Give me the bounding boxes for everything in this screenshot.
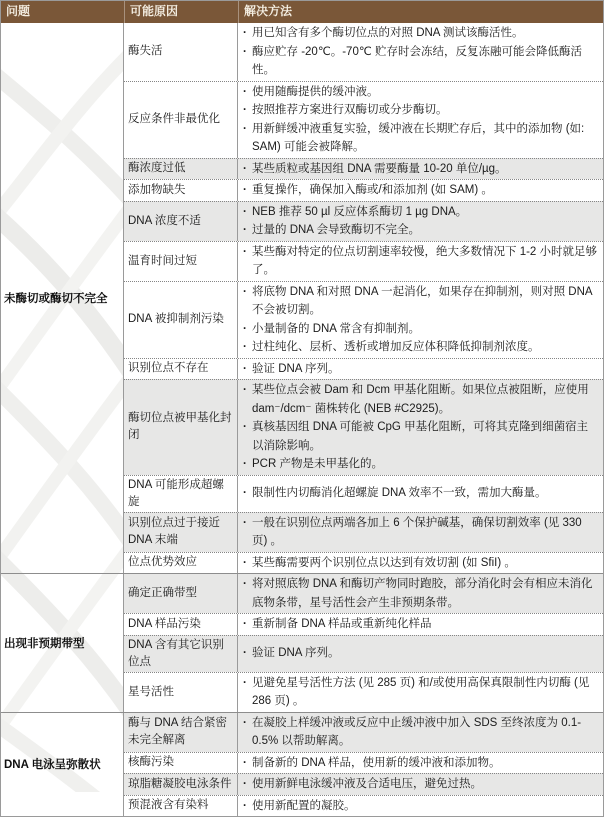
bullet-icon: ·: [243, 516, 247, 529]
cause-solution-rows: [124, 23, 603, 573]
cause-cell: 酶浓度过低: [124, 159, 238, 180]
solution-cell: [238, 476, 603, 512]
cause-cell: 识别位点不存在: [124, 359, 238, 380]
table-row: [124, 512, 603, 552]
bullet-icon: ·: [243, 162, 247, 175]
bullet-icon: ·: [243, 578, 247, 590]
table-row: [124, 574, 603, 613]
problem-cell: 未酶切或酶切不完全: [1, 23, 124, 573]
solution-text: 使用随酶提供的缓冲液。: [252, 85, 379, 98]
solution-cell: [238, 359, 603, 380]
problem-cell: 出现非预期带型: [1, 574, 124, 712]
bullet-icon: ·: [243, 27, 247, 39]
header-solution: 解决方法: [238, 1, 603, 23]
solution-text: 小量制备的 DNA 常含有抑制剂。: [252, 322, 421, 335]
solution-item: [243, 221, 599, 240]
solution-text: 将底物 DNA 和对照 DNA 一起消化，如果存在抑制剂，则对照 DNA 不会被切割。: [252, 285, 592, 316]
solution-cell: [238, 614, 603, 635]
solution-text: 限制性内切酶消化超螺旋 DNA 效率不一致，需加大酶量。: [252, 487, 547, 500]
solution-item: [243, 181, 599, 200]
solution-item: [243, 283, 599, 320]
solution-item: [243, 203, 599, 222]
solution-text: 重复操作，确保加入酶或/和添加剂 (如 SAM) 。: [252, 184, 493, 196]
bullet-icon: ·: [243, 556, 247, 569]
solution-text: 按照推荐方案进行双酶切或分步酶切。: [252, 104, 448, 116]
solution-cell: [238, 753, 603, 774]
solution-cell: [238, 82, 603, 158]
solution-text: 使用新鲜电泳缓冲液及合适电压，避免过热。: [252, 778, 482, 790]
bullet-icon: ·: [243, 618, 247, 630]
solution-item: [243, 418, 599, 455]
bullet-icon: ·: [243, 205, 247, 218]
solution-item: [243, 554, 599, 573]
cause-cell: 反应条件非最优化: [124, 82, 238, 158]
solution-text: 见避免星号活性方法 (见 285 页) 和/或使用高保真限制性内切酶 (见 286 页) 。: [252, 676, 590, 707]
header-problem: 问题: [6, 4, 31, 18]
problem-section: [1, 23, 603, 573]
solution-item: [243, 24, 599, 43]
solution-text: 用新鲜缓冲液重复实验，缓冲液在长期贮存后，其中的添加物 (如: SAM) 可能会被降解。: [252, 122, 585, 153]
solution-item: [243, 360, 599, 379]
table-row: [124, 179, 603, 201]
cause-cell: 预混液含有染料: [124, 796, 238, 817]
cause-cell: 酶失活: [124, 23, 238, 81]
solution-item: [243, 484, 599, 503]
solution-text: 用已知含有多个酶切位点的对照 DNA 测试该酶活性。: [252, 27, 524, 39]
table-row: [124, 752, 603, 774]
solution-item: [243, 243, 599, 280]
solution-text: 重新制备 DNA 样品或重新纯化样品: [252, 618, 432, 630]
table-row: [124, 358, 603, 380]
bullet-icon: ·: [243, 45, 247, 58]
cause-solution-rows: [124, 713, 603, 817]
cause-solution-rows: [124, 574, 603, 712]
solution-cell: [238, 713, 603, 752]
cause-cell: 核酶污染: [124, 753, 238, 774]
table-row: [124, 81, 603, 158]
bullet-icon: ·: [243, 487, 247, 500]
bullet-icon: ·: [243, 778, 247, 790]
solution-text: 某些质粒或基因组 DNA 需要酶量 10-20 单位/µg。: [252, 162, 507, 175]
solution-text: 某些酶需要两个识别位点以达到有效切割 (如 SfiI) 。: [252, 556, 516, 569]
solution-text: 在凝胶上样缓冲液或反应中止缓冲液中加入 SDS 至终浓度为 0.1-0.5% 以帮助解离。: [252, 716, 582, 747]
solution-cell: [238, 774, 603, 795]
cause-cell: DNA 样品污染: [124, 614, 238, 635]
solution-text: 某些位点会被 Dam 和 Dcm 甲基化阻断。如果位点被阻断，应使用 dam⁻/dcm⁻ 菌株转化 (NEB #C2925)。: [252, 384, 589, 415]
bullet-icon: ·: [243, 647, 247, 660]
bullet-icon: ·: [243, 421, 247, 433]
solution-cell: [238, 202, 603, 241]
table-row: [124, 201, 603, 241]
problem-cell: DNA 电泳呈弥散状: [1, 713, 124, 817]
solution-item: [243, 120, 599, 157]
table-row: [124, 713, 603, 752]
solution-cell: [238, 23, 603, 81]
bullet-icon: ·: [243, 104, 247, 116]
solution-text: 某些酶对特定的位点切割速率较慢，绝大多数情况下 1-2 小时就足够了。: [252, 245, 598, 276]
solution-cell: [238, 513, 603, 552]
cause-cell: 添加物缺失: [124, 180, 238, 201]
solution-item: [243, 101, 599, 120]
solution-item: [243, 320, 599, 339]
bullet-icon: ·: [243, 122, 247, 135]
cause-cell: 温育时间过短: [124, 242, 238, 281]
bullet-icon: ·: [243, 458, 247, 470]
bullet-icon: ·: [243, 384, 247, 396]
cause-cell: DNA 浓度不适: [124, 202, 238, 241]
table-row: [124, 635, 603, 672]
table-row: [124, 613, 603, 635]
solution-cell: [238, 553, 603, 574]
table-row: [124, 475, 603, 512]
cause-cell: 识别位点过于接近 DNA 末端: [124, 513, 238, 552]
solution-item: [243, 455, 599, 474]
header-possible-cause: 可能原因: [124, 1, 238, 23]
problem-section: [1, 573, 603, 712]
solution-item: [243, 381, 599, 418]
solution-cell: [238, 180, 603, 201]
solution-text: 真核基因组 DNA 可能被 CpG 甲基化阻断，可将其克隆到细菌宿主以消除影响。: [252, 421, 589, 452]
solution-item: [243, 83, 599, 102]
solution-item: [243, 714, 599, 751]
table-row: [124, 379, 603, 475]
bullet-icon: ·: [243, 85, 247, 98]
solution-item: [243, 575, 599, 612]
solution-cell: [238, 282, 603, 358]
table-header-row: [1, 1, 603, 23]
solution-cell: [238, 673, 603, 712]
table-row: [124, 795, 603, 817]
bullet-icon: ·: [243, 184, 247, 196]
table-row: [124, 23, 603, 81]
table-row: [124, 773, 603, 795]
solution-cell: [238, 380, 603, 475]
cause-cell: DNA 被抑制剂污染: [124, 282, 238, 358]
bullet-icon: ·: [243, 224, 247, 236]
solution-item: [243, 514, 599, 551]
solution-item: [243, 160, 599, 179]
solution-cell: [238, 636, 603, 672]
solution-text: 制备新的 DNA 样品，使用新的缓冲液和添加物。: [252, 756, 501, 769]
table-row: [124, 552, 603, 574]
bullet-icon: ·: [243, 285, 247, 298]
bullet-icon: ·: [243, 799, 247, 812]
bullet-icon: ·: [243, 245, 247, 258]
cause-cell: 确定正确带型: [124, 574, 238, 613]
solution-text: 验证 DNA 序列。: [252, 647, 340, 660]
problem-section: [1, 712, 603, 817]
table-row: [124, 281, 603, 358]
bullet-icon: ·: [243, 362, 247, 375]
solution-text: 过柱纯化、层析、透析或增加反应体积降低抑制剂浓度。: [252, 341, 540, 353]
cause-cell: DNA 含有其它识别位点: [124, 636, 238, 672]
solution-text: 将对照底物 DNA 和酶切产物同时跑胶，部分消化时会有相应未消化底物条带，星号活性会产生非预期条带。: [252, 578, 593, 609]
cause-cell: 星号活性: [124, 673, 238, 712]
solution-cell: [238, 159, 603, 180]
solution-text: 验证 DNA 序列。: [252, 362, 340, 375]
cause-cell: DNA 可能形成超螺旋: [124, 476, 238, 512]
bullet-icon: ·: [243, 322, 247, 335]
solution-text: 过量的 DNA 会导致酶切不完全。: [252, 224, 421, 236]
solution-item: [243, 674, 599, 711]
solution-text: 使用新配置的凝胶。: [252, 799, 356, 812]
cause-cell: 琼脂糖凝胶电泳条件: [124, 774, 238, 795]
solution-item: [243, 615, 599, 634]
solution-cell: [238, 574, 603, 613]
table-row: [124, 158, 603, 180]
bullet-icon: ·: [243, 676, 247, 689]
solution-text: 一般在识别位点两端各加上 6 个保护碱基，确保切割效率 (见 330 页) 。: [252, 516, 582, 547]
solution-text: 酶应贮存 -20℃。-70℃ 贮存时会冻结，反复冻融可能会降低酶活性。: [252, 45, 582, 76]
solution-item: [243, 644, 599, 663]
solution-text: NEB 推荐 50 µl 反应体系酶切 1 µg DNA。: [252, 205, 468, 218]
solution-cell: [238, 796, 603, 817]
table-row: [124, 672, 603, 712]
solution-item: [243, 338, 599, 357]
solution-item: [243, 797, 599, 816]
cause-cell: 酶与 DNA 结合紧密未完全解离: [124, 713, 238, 752]
bullet-icon: ·: [243, 716, 247, 729]
solution-item: [243, 754, 599, 773]
cause-cell: 位点优势效应: [124, 553, 238, 574]
solution-text: PCR 产物是未甲基化的。: [252, 458, 383, 470]
table-row: [124, 241, 603, 281]
bullet-icon: ·: [243, 756, 247, 769]
solution-cell: [238, 242, 603, 281]
table-body: [1, 23, 603, 816]
cause-cell: 酶切位点被甲基化封闭: [124, 380, 238, 475]
solution-item: [243, 43, 599, 80]
bullet-icon: ·: [243, 341, 247, 353]
